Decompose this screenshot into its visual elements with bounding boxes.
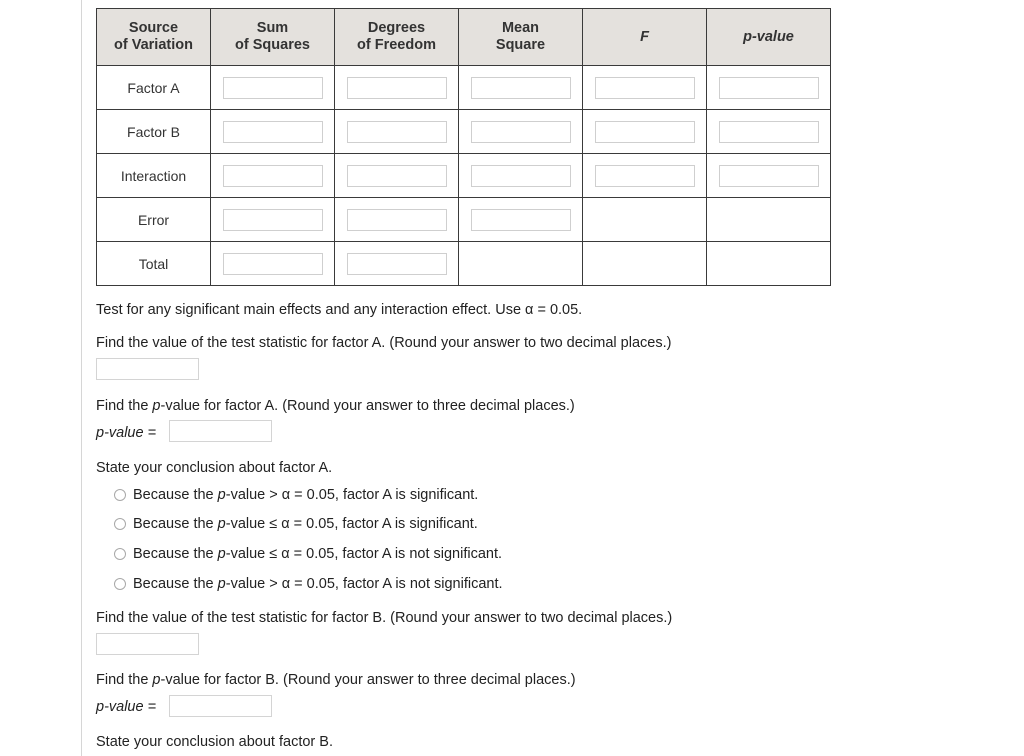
option-p-italic: p bbox=[217, 576, 226, 592]
header-ss-line1: Sum bbox=[256, 20, 289, 36]
f-interaction-input[interactable] bbox=[595, 165, 695, 187]
header-source bbox=[97, 9, 211, 66]
header-mean-square bbox=[459, 9, 583, 66]
radio-button[interactable] bbox=[114, 578, 126, 590]
factor-b-pvalue-input[interactable] bbox=[169, 695, 272, 717]
cell-p-error-empty bbox=[707, 198, 831, 242]
cell-ss-interaction bbox=[211, 154, 335, 198]
cell-f-factor-a bbox=[583, 66, 707, 110]
factor-a-pvalue-prompt bbox=[96, 398, 575, 414]
header-ss-line2: of Squares bbox=[235, 37, 310, 53]
option-text: Because the bbox=[133, 546, 218, 562]
factor-a-pvalue-label bbox=[96, 425, 156, 441]
df-error-input[interactable] bbox=[347, 209, 447, 231]
cell-f-error-empty bbox=[583, 198, 707, 242]
df-factor-a-input[interactable] bbox=[347, 77, 447, 99]
pvalue-label-text: p-value = bbox=[96, 425, 157, 441]
factor-a-option-3[interactable] bbox=[114, 546, 502, 562]
factor-b-conclusion-prompt: State your conclusion about factor B. bbox=[96, 734, 333, 750]
test-instructions: Test for any significant main effects and any interaction effect. Use α = 0.05. bbox=[96, 302, 583, 318]
factor-b-pvalue-label bbox=[96, 699, 156, 715]
table-row-error bbox=[97, 198, 831, 242]
cell-df-total bbox=[335, 242, 459, 286]
ss-total-input[interactable] bbox=[223, 253, 323, 275]
header-ms-line1: Mean bbox=[501, 20, 540, 36]
cell-ss-error bbox=[211, 198, 335, 242]
factor-a-option-4[interactable] bbox=[114, 576, 503, 592]
prompt-p-italic: p bbox=[152, 672, 161, 688]
cell-p-factor-a bbox=[707, 66, 831, 110]
header-sum-of-squares bbox=[211, 9, 335, 66]
header-f-label: F bbox=[640, 28, 649, 45]
anova-table bbox=[96, 8, 831, 286]
factor-a-stat-prompt: Find the value of the test statistic for factor A. (Round your answer to two decimal places.) bbox=[96, 335, 672, 351]
header-f bbox=[583, 9, 707, 66]
cell-ms-total-empty bbox=[459, 242, 583, 286]
factor-b-pvalue-prompt bbox=[96, 672, 576, 688]
cell-df-interaction bbox=[335, 154, 459, 198]
header-source-line2: of Variation bbox=[114, 37, 193, 53]
table-row-factor-a bbox=[97, 66, 831, 110]
cell-p-total-empty bbox=[707, 242, 831, 286]
p-interaction-input[interactable] bbox=[719, 165, 819, 187]
prompt-p-italic: p bbox=[152, 398, 161, 414]
cell-df-error bbox=[335, 198, 459, 242]
row-label: Factor B bbox=[97, 110, 211, 154]
header-degrees-of-freedom bbox=[335, 9, 459, 66]
cell-f-factor-b bbox=[583, 110, 707, 154]
cell-df-factor-b bbox=[335, 110, 459, 154]
row-label: Factor A bbox=[97, 66, 211, 110]
cell-ss-factor-a bbox=[211, 66, 335, 110]
factor-a-pvalue-input[interactable] bbox=[169, 420, 272, 442]
cell-f-total-empty bbox=[583, 242, 707, 286]
p-factor-a-input[interactable] bbox=[719, 77, 819, 99]
option-text: -value > α = 0.05, factor A is not significant. bbox=[225, 576, 503, 592]
factor-a-option-1[interactable] bbox=[114, 487, 478, 503]
df-interaction-input[interactable] bbox=[347, 165, 447, 187]
ss-error-input[interactable] bbox=[223, 209, 323, 231]
row-label: Interaction bbox=[97, 154, 211, 198]
cell-p-interaction bbox=[707, 154, 831, 198]
cell-ms-factor-a bbox=[459, 66, 583, 110]
cell-ss-total bbox=[211, 242, 335, 286]
header-p-value-label: p-value bbox=[743, 28, 794, 45]
ss-factor-b-input[interactable] bbox=[223, 121, 323, 143]
prompt-text: -value for factor B. (Round your answer to three decimal places.) bbox=[160, 672, 576, 688]
f-factor-a-input[interactable] bbox=[595, 77, 695, 99]
header-ms-line2: Square bbox=[495, 37, 546, 53]
header-df-line2: of Freedom bbox=[357, 37, 436, 53]
ms-error-input[interactable] bbox=[471, 209, 571, 231]
f-factor-b-input[interactable] bbox=[595, 121, 695, 143]
option-text: -value > α = 0.05, factor A is significant. bbox=[225, 487, 479, 503]
option-text: Because the bbox=[133, 576, 218, 592]
cell-df-factor-a bbox=[335, 66, 459, 110]
cell-p-factor-b bbox=[707, 110, 831, 154]
table-row-total bbox=[97, 242, 831, 286]
row-label: Total bbox=[97, 242, 211, 286]
option-text: Because the bbox=[133, 487, 218, 503]
factor-a-conclusion-prompt: State your conclusion about factor A. bbox=[96, 460, 333, 476]
option-text: -value ≤ α = 0.05, factor A is not significant. bbox=[225, 546, 503, 562]
ms-factor-b-input[interactable] bbox=[471, 121, 571, 143]
cell-ms-interaction bbox=[459, 154, 583, 198]
option-label bbox=[133, 516, 478, 532]
ms-interaction-input[interactable] bbox=[471, 165, 571, 187]
cell-ss-factor-b bbox=[211, 110, 335, 154]
row-label: Error bbox=[97, 198, 211, 242]
table-header-row bbox=[97, 9, 831, 66]
option-text: -value ≤ α = 0.05, factor A is significant. bbox=[225, 516, 478, 532]
option-p-italic: p bbox=[217, 487, 226, 503]
ms-factor-a-input[interactable] bbox=[471, 77, 571, 99]
option-label bbox=[133, 576, 503, 592]
prompt-text: Find the bbox=[96, 398, 153, 414]
table-row-factor-b bbox=[97, 110, 831, 154]
header-p-value bbox=[707, 9, 831, 66]
table-row-interaction bbox=[97, 154, 831, 198]
option-label bbox=[133, 546, 502, 562]
option-text: Because the bbox=[133, 516, 218, 532]
ss-factor-a-input[interactable] bbox=[223, 77, 323, 99]
pvalue-label-text: p-value = bbox=[96, 699, 157, 715]
radio-button[interactable] bbox=[114, 489, 126, 501]
radio-button[interactable] bbox=[114, 518, 126, 530]
cell-ms-factor-b bbox=[459, 110, 583, 154]
factor-a-option-2[interactable] bbox=[114, 516, 478, 532]
left-margin-rule bbox=[81, 0, 82, 756]
cell-ms-error bbox=[459, 198, 583, 242]
p-factor-b-input[interactable] bbox=[719, 121, 819, 143]
cell-f-interaction bbox=[583, 154, 707, 198]
prompt-text: -value for factor A. (Round your answer to three decimal places.) bbox=[160, 398, 575, 414]
ss-interaction-input[interactable] bbox=[223, 165, 323, 187]
df-factor-b-input[interactable] bbox=[347, 121, 447, 143]
factor-a-stat-input[interactable] bbox=[96, 358, 199, 380]
option-p-italic: p bbox=[217, 546, 226, 562]
factor-b-stat-input[interactable] bbox=[96, 633, 199, 655]
option-p-italic: p bbox=[217, 516, 226, 532]
radio-button[interactable] bbox=[114, 548, 126, 560]
option-label bbox=[133, 487, 478, 503]
df-total-input[interactable] bbox=[347, 253, 447, 275]
prompt-text: Find the bbox=[96, 672, 153, 688]
factor-b-stat-prompt: Find the value of the test statistic for factor B. (Round your answer to two decimal places.) bbox=[96, 610, 673, 626]
header-source-line1: Source bbox=[128, 20, 179, 36]
header-df-line1: Degrees bbox=[367, 20, 426, 36]
